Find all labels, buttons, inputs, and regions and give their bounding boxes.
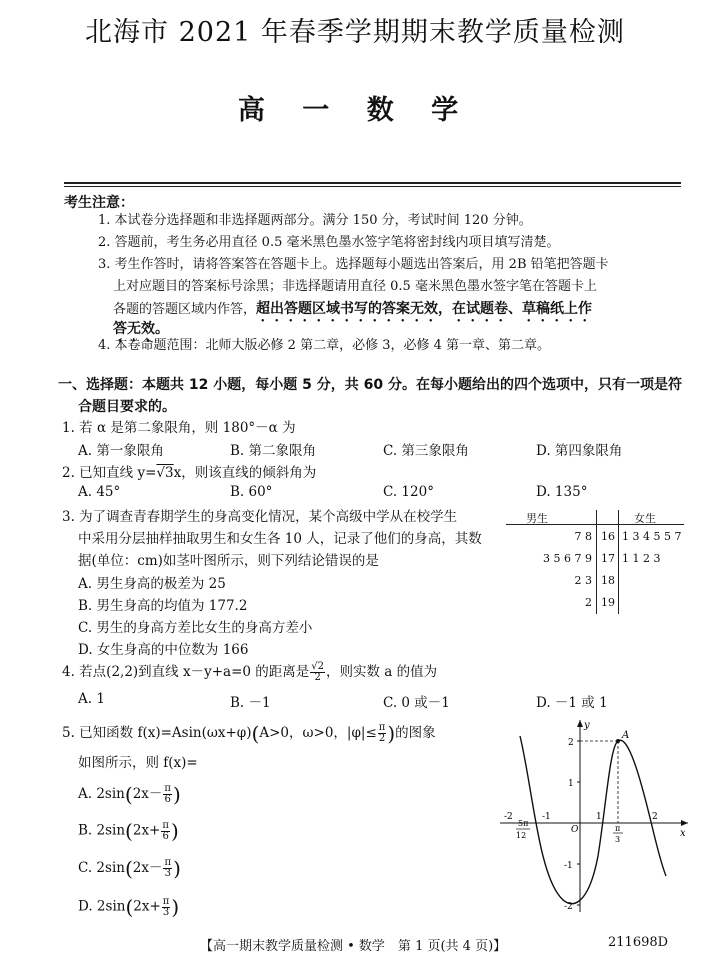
footer-center: 【高一期末教学质量检测 • 数学 第 1 页(共 4 页)】: [200, 939, 507, 954]
exam-title: 北海市 2021 年春季学期期末教学质量检测: [85, 17, 625, 48]
q3-option-b: B. 男生身高的均值为 177.2: [78, 598, 248, 614]
stem-leaf-plot: [506, 510, 684, 622]
stem-leaf-right-rule: [618, 510, 619, 614]
q4-stem: [62, 661, 437, 683]
q5-cond-den: 2: [378, 733, 386, 744]
q5-option-c: [78, 856, 181, 881]
graph-label-5pi-num: 5π: [518, 819, 529, 828]
q5-option-b: [78, 819, 179, 843]
q3-option-c: C. 男生的身高方差比女生的身高方差小: [78, 620, 313, 636]
q1-option-c: C. 第三象限角: [383, 443, 469, 459]
stem-leaf-male-19: 2: [585, 596, 592, 609]
q4-option-d: D. －1 或 1: [536, 695, 608, 711]
section-heading-line2: 合题目要求的。: [78, 399, 176, 415]
graph-label-x2: 2: [652, 812, 658, 822]
stem-leaf-header-rule: [506, 524, 684, 525]
notice-item-3a: 3. 考生作答时，请将答案答在答题卡上。选择题每小题选出答案后，用 2B 铅笔把答题卡: [98, 257, 609, 272]
q5-stem-pre: 5. 已知函数 f(x)=Asin(ωx+φ): [62, 725, 252, 741]
stem-leaf-stem-16: 16: [601, 530, 615, 543]
q5-option-c-num: π: [164, 857, 172, 868]
q5-option-a: [78, 782, 181, 807]
q5-option-b-pre: B. 2sin: [78, 822, 126, 839]
graph-label-pi3-den: 3: [615, 835, 621, 844]
stem-leaf-female-16: 1 3 4 5 5 7: [622, 530, 682, 543]
q4-fraction: [310, 662, 325, 683]
graph-label-a: A: [622, 730, 630, 741]
q5-option-d: [78, 895, 179, 919]
graph-label-ym2: -2: [564, 902, 573, 912]
q4-frac-den: 2: [314, 672, 321, 683]
q5-option-c-den: 3: [164, 868, 171, 879]
q2-option-d: D. 135°: [536, 484, 588, 500]
q2-stem-pre: 2. 已知直线 y=: [62, 465, 157, 481]
stem-leaf-head-female: 女生: [634, 512, 656, 525]
graph-x-arrow: [681, 820, 688, 826]
q5-option-c-frac: [163, 858, 172, 879]
q4-option-a: A. 1: [78, 691, 105, 707]
stem-leaf-head-male: 男生: [526, 512, 548, 525]
notice-item-3c: 各题的答题区域内作答，: [113, 302, 257, 317]
q4-option-c: C. 0 或－1: [383, 695, 450, 711]
section-heading: [58, 374, 688, 418]
q3-stem-line2: 中采用分层抽样抽取男生和女生各 10 人，记录了他们的身高，其数: [78, 531, 482, 547]
q5-option-b-num: π: [162, 819, 169, 831]
q2-stem-post: x，则该直线的倾斜角为: [173, 465, 317, 481]
q2-option-c: C. 120°: [383, 484, 434, 500]
q5-option-a-den: 6: [164, 794, 171, 805]
stem-leaf-female-17: 1 1 2 3: [622, 552, 661, 565]
stem-leaf-left-rule: [596, 510, 597, 614]
q4-stem-post: ，则实数 a 的值为: [326, 664, 438, 680]
graph-label-y1: 1: [568, 779, 574, 789]
q5-stem-post: 的图象: [395, 725, 436, 741]
graph-y-arrow: [577, 720, 583, 727]
q2-option-b: B. 60°: [230, 484, 273, 500]
graph-label-origin: O: [571, 825, 579, 835]
q3-option-d: D. 女生身高的中位数为 166: [78, 642, 249, 658]
q3-stem-line1: 3. 为了调查青春期学生的身高变化情况，某个高级中学从在校学生: [62, 509, 458, 525]
stem-leaf-stem-17: 17: [601, 552, 615, 565]
q5-paren-close: ): [387, 721, 396, 746]
subject-title: 高 一 数 学: [237, 95, 473, 126]
q5-option-c-in: 2x－: [132, 860, 163, 876]
graph-label-y2: 2: [568, 738, 574, 748]
q5-option-d-num: π: [162, 895, 170, 907]
q5-option-d-paren-close: ): [171, 895, 180, 919]
stem-leaf-male-18: 2 3: [574, 574, 592, 587]
notice-heading: 考生注意：: [64, 195, 134, 211]
q5-option-c-paren-close: ): [173, 856, 181, 881]
q5-option-b-paren-close: ): [170, 819, 179, 843]
q5-option-a-paren-open: (: [124, 782, 133, 807]
q5-option-a-in: 2x－: [132, 786, 163, 802]
q3-option-a: A. 男生身高的极差为 25: [78, 576, 226, 592]
notice-emphasis-1: 超出答题区域书写的答案无效，在试题卷、草稿纸上作: [256, 301, 593, 317]
notice-item-4: 4. 本卷命题范围：北师大版必修 2 第二章，必修 3，必修 4 第一章、第二章。: [98, 338, 551, 353]
q5-option-a-pre: A. 2sin: [78, 786, 125, 802]
graph-point-a: [616, 739, 620, 743]
q5-paren-open: (: [251, 721, 260, 746]
q4-option-b: B. －1: [230, 695, 271, 711]
q5-option-b-in: 2x+: [132, 822, 161, 839]
graph-label-x1: 1: [596, 812, 602, 822]
q4-frac-num: √2: [311, 661, 324, 672]
graph-label-x-neg1: -1: [542, 812, 551, 822]
q5-option-c-paren-open: (: [124, 856, 133, 881]
graph-label-pi3-num: π: [615, 824, 621, 833]
notice-emphasis-2: 答无效。: [113, 321, 169, 337]
notice-item-2: 2. 答题前，考生务必用直径 0.5 毫米黑色墨水签字笔将密封线内项目填写清楚。: [98, 235, 560, 250]
q1-stem: 1. 若 α 是第二象限角，则 180°－α 为: [62, 420, 296, 436]
q2-stem: [62, 462, 316, 484]
sine-graph: [492, 716, 692, 916]
notice-item-3c-line: [113, 298, 683, 325]
divider-thick: [64, 182, 681, 184]
q5-cond-num: π: [378, 722, 386, 733]
q5-stem: [62, 722, 436, 745]
notice-item-1: 1. 本试卷分选择题和非选择题两部分。满分 150 分，考试时间 120 分钟。: [98, 213, 532, 228]
q2-stem-root: √3: [156, 465, 174, 481]
q5-option-d-paren-open: (: [125, 895, 134, 919]
q5-option-b-paren-open: (: [125, 819, 133, 843]
graph-label-5pi-den: 12: [516, 831, 527, 840]
q5-cond: A>0，ω>0，|φ|≤: [259, 725, 377, 741]
q1-option-b: B. 第二象限角: [230, 443, 317, 459]
q5-option-d-frac: [162, 897, 171, 918]
q5-option-b-frac: [161, 821, 170, 842]
q2-option-a: A. 45°: [78, 484, 121, 500]
graph-label-x-neg2: -2: [504, 812, 513, 822]
q5-option-d-pre: D. 2sin: [78, 898, 126, 915]
q5-option-a-paren-close: ): [172, 782, 181, 807]
q5-option-c-pre: C. 2sin: [78, 860, 125, 876]
q5-option-b-den: 6: [162, 830, 169, 842]
q5-option-a-frac: [163, 784, 172, 805]
graph-label-ym1: -1: [564, 861, 573, 871]
divider-thin: [64, 186, 681, 187]
graph-label-x: x: [680, 828, 686, 839]
q3-stem-line3: 据(单位：cm)如茎叶图所示，则下列结论错误的是: [78, 553, 379, 569]
footer-code: 211698D: [608, 935, 669, 950]
q4-stem-pre: 4. 若点(2,2)到直线 x－y+a=0 的距离是: [62, 664, 310, 680]
q5-option-d-den: 3: [162, 906, 170, 918]
q1-option-d: D. 第四象限角: [536, 443, 623, 459]
q5-option-d-in: 2x+: [133, 898, 161, 915]
notice-item-3b: 上对应题目的答案标号涂黑；非选择题请用直径 0.5 毫米黑色墨水签字笔在答题卡上: [113, 279, 597, 294]
q5-option-a-num: π: [164, 783, 171, 794]
q1-option-a: A. 第一象限角: [78, 443, 164, 459]
stem-leaf-stem-18: 18: [601, 574, 615, 587]
section-heading-line1: 一、选择题：本题共 12 小题，每小题 5 分，共 60 分。在每小题给出的四个选项中，只有一项是符: [58, 377, 682, 393]
graph-label-y: y: [584, 720, 590, 731]
q5-stem-line2: 如图所示，则 f(x)=: [78, 755, 198, 771]
stem-leaf-stem-19: 19: [601, 596, 615, 609]
stem-leaf-male-16: 7 8: [574, 530, 592, 543]
q5-cond-frac: [378, 723, 387, 744]
stem-leaf-male-17: 3 5 6 7 9: [543, 552, 592, 565]
